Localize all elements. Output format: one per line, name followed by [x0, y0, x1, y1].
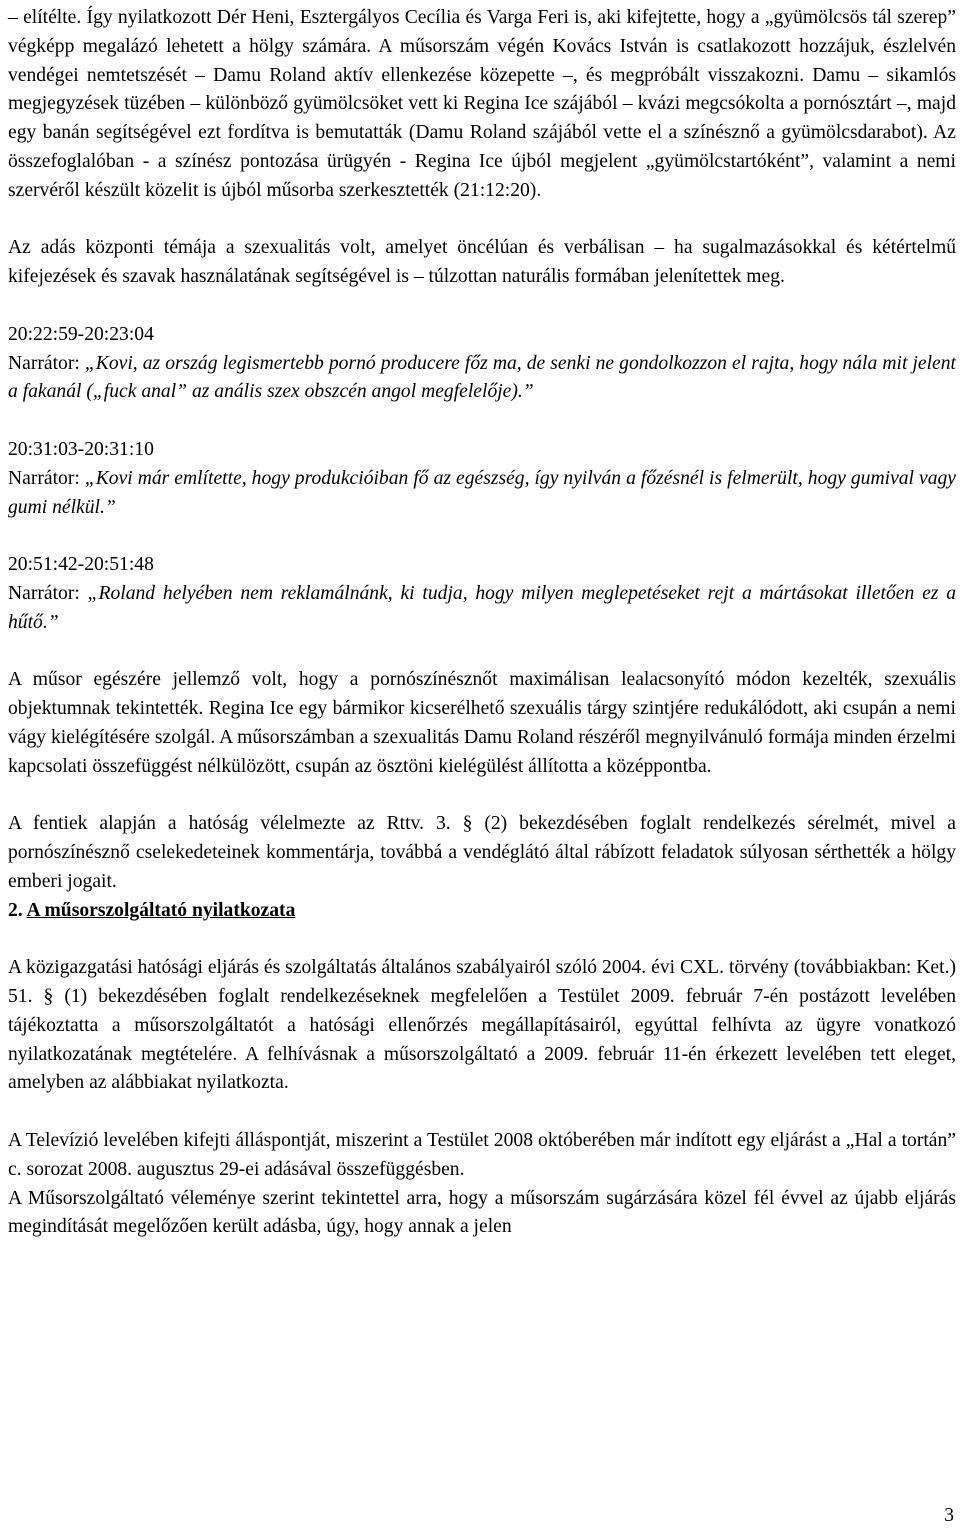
paragraph-5: A közigazgatási hatósági eljárás és szolgáltatás általános szabályairól szóló 2004. évi CXL. törvény (továbbiakban: Ket.) 51. § (1) bekezdésében foglalt rendelkezéseknek megfelelően a Testület 2009. február 7-én postázott levelében tájékoztatta a műsorszolgáltatót a hatósági ellenőrzés megállapításairól, egyúttal felhívta az ügyre vonatkozó nyilatkozatának megtételére. A felhívásnak a műsorszolgáltató a 2009. február 11-én érkezett levelében tett eleget, amelyben az alábbiakat nyilatkozta.: [8, 957, 956, 1094]
section-heading: [8, 897, 956, 926]
quote-block-1: [8, 321, 956, 407]
quote-1-timestamp: 20:22:59-20:23:04: [8, 323, 154, 345]
quote-2-text: „Kovi már említette, hogy produkcióiban fő az egészség, így nyilván a főzésnél is felmerült, hogy gumival vagy gumi nélkül.”: [8, 467, 956, 518]
paragraph-6: A Televízió levelében kifejti álláspontját, miszerint a Testület 2008 októberében már indított egy eljárást a „Hal a tortán” c. sorozat 2008. augusztus 29-ei adásával összefüggésben.: [8, 1130, 956, 1180]
paragraph-3: A műsor egészére jellemző volt, hogy a pornószínésznőt maximálisan lealacsonyító módon kezelték, szexuális objektumnak tekintették. Regina Ice egy bármikor kicserélhető szexuális tárgy szintjére redukálódott, aki csupán a nemi vágy kielégítésére szolgál. A műsorszámban a szexualitás Damu Roland részéről megnyilvánuló formája minden érzelmi kapcsolati összefüggést nélkülözött, csupán az ösztöni kielégülést állította a középpontba.: [8, 669, 956, 777]
quote-3-timestamp: 20:51:42-20:51:48: [8, 554, 154, 576]
quote-1-text: „Kovi, az ország legismertebb pornó producere főz ma, de senki ne gondolkozzon el rajta, hogy nála mit jelent a fakanál („fuck anal” az anális szex obszcén angol megfelelője).”: [8, 352, 956, 403]
paragraph-4: A fentiek alapján a hatóság vélelmezte az Rttv. 3. § (2) bekezdésében foglalt rendelkezés sérelmét, mivel a pornószínésznő cselekedeteinek kommentárja, továbbá a vendéglátó által rábízott feladatok súlyosan sérthették a hölgy emberi jogait.: [8, 813, 956, 892]
quote-3-speaker: Narrátor:: [8, 582, 88, 604]
paragraph-2: Az adás központi témája a szexualitás volt, amelyet öncélúan és verbálisan – ha sugalmazásokkal és kétértelmű kifejezések és szavak használatának segítségével is – túlzottan naturális formában jelenítettek meg.: [8, 237, 956, 288]
section-number: 2.: [8, 899, 27, 921]
page-number: 3: [944, 1505, 954, 1526]
paragraph-1: – elítélte. Így nyilatkozott Dér Heni, Esztergályos Cecília és Varga Feri is, aki kifejtette, hogy a „gyümölcsös tál szerep” végképp megalázó lehetett a hölgy számára. A műsorszám végén Kovács István is csatlakozott hozzájuk, észlelvén vendégei nemtetszését – Damu Roland aktív ellenkezése közepette –, és megpróbált visszakozni. Damu – sikamlós megjegyzések tüzében – különböző gyümölcsöket vett ki Regina Ice szájából – kvázi megcsókolta a pornósztárt –, majd egy banán segítségével ezt fordítva is bemutatták (Damu Roland szájából vette el a színésznő a gyümölcsdarabot). Az összefoglalóban - a színész pontozása ürügyén - Regina Ice újból megjelent „gyümölcstartóként”, valamint a nemi szervéről készült közelit is újból műsorba szerkesztették (21:12:20).: [8, 7, 956, 201]
quote-2-speaker: Narrátor:: [8, 467, 85, 489]
paragraph-7: A Műsorszolgáltató véleménye szerint tekintettel arra, hogy a műsorszám sugárzására közel fél évvel az újabb eljárás megindítását megelőzően került adásba, úgy, hogy annak a jelen: [8, 1187, 956, 1238]
quote-block-3: [8, 551, 956, 637]
quote-3-text: „Roland helyében nem reklamálnánk, ki tudja, hogy milyen meglepetéseket rejt a mártásokat illetően ez a hűtő.”: [8, 582, 956, 633]
quote-block-2: [8, 436, 956, 522]
section-title: A műsorszolgáltató nyilatkozata: [26, 899, 296, 921]
quote-1-speaker: Narrátor:: [8, 352, 85, 374]
quote-2-timestamp: 20:31:03-20:31:10: [8, 438, 154, 460]
document-page: [8, 4, 956, 1242]
